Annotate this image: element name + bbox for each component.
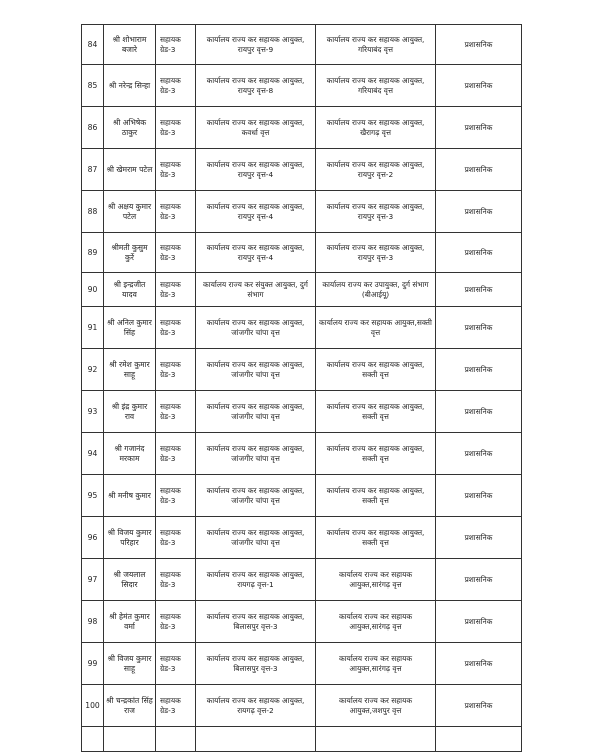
table-row bbox=[82, 65, 522, 107]
current-office-cell: कार्यालय राज्य कर सहायक आयुक्त, रायपुर वृत्त-8 bbox=[196, 65, 316, 107]
serial-number-cell: 99 bbox=[82, 643, 104, 685]
employee-name-cell: श्री नरेन्द्र सिन्हा bbox=[104, 65, 156, 107]
current-office-cell: कार्यालय राज्य कर सहायक आयुक्त, जांजगीर चांपा वृत्त bbox=[196, 307, 316, 349]
category-cell: प्रशासनिक bbox=[436, 273, 522, 307]
current-office-cell: कार्यालय राज्य कर संयुक्त आयुक्त, दुर्ग संभाग bbox=[196, 273, 316, 307]
transfer-office-cell: कार्यालय राज्य कर उपायुक्त, दुर्ग संभाग (बीआईयू) bbox=[316, 273, 436, 307]
transfer-office-cell: कार्यालय राज्य कर सहायक आयुक्त, सक्ती वृत्त bbox=[316, 475, 436, 517]
category-cell: प्रशासनिक bbox=[436, 643, 522, 685]
employee-name-cell: श्री चन्द्रकांत सिंह राज bbox=[104, 685, 156, 727]
transfer-office-cell: कार्यालय राज्य कर सहायक आयुक्त,जशपुर वृत्त bbox=[316, 685, 436, 727]
employee-name-cell: श्री खेमराम पटेल bbox=[104, 149, 156, 191]
current-office-cell: कार्यालय राज्य कर सहायक आयुक्त, जांजगीर चांपा वृत्त bbox=[196, 349, 316, 391]
category-cell: प्रशासनिक bbox=[436, 433, 522, 475]
category-cell: प्रशासनिक bbox=[436, 601, 522, 643]
serial-number-cell: 88 bbox=[82, 191, 104, 233]
serial-number-cell: 91 bbox=[82, 307, 104, 349]
transfer-office-cell: कार्यालय राज्य कर सहायक आयुक्त, सक्ती वृत्त bbox=[316, 517, 436, 559]
transfer-office-cell: कार्यालय राज्य कर सहायक आयुक्त, सक्ती वृत्त bbox=[316, 349, 436, 391]
serial-number-cell: 89 bbox=[82, 233, 104, 273]
current-office-cell: कार्यालय राज्य कर सहायक आयुक्त, जांजगीर चांपा वृत्त bbox=[196, 517, 316, 559]
category-cell: प्रशासनिक bbox=[436, 685, 522, 727]
table-row bbox=[82, 233, 522, 273]
transfer-office-cell: कार्यालय राज्य कर सहायक आयुक्त,सारंगढ़ वृत्त bbox=[316, 643, 436, 685]
category-cell: प्रशासनिक bbox=[436, 475, 522, 517]
current-office-cell: कार्यालय राज्य कर सहायक आयुक्त, रायपुर वृत्त-9 bbox=[196, 25, 316, 65]
current-office-cell: कार्यालय राज्य कर सहायक आयुक्त, रायगढ़ वृत्त-2 bbox=[196, 685, 316, 727]
table-row bbox=[82, 25, 522, 65]
designation-cell: सहायक ग्रेड-3 bbox=[156, 601, 196, 643]
transfer-office-cell: कार्यालय राज्य कर सहायक आयुक्त, रायपुर वृत्त-3 bbox=[316, 233, 436, 273]
employee-name-cell: श्री इंद्र कुमार राव bbox=[104, 391, 156, 433]
serial-number-cell: 95 bbox=[82, 475, 104, 517]
serial-number-cell: 87 bbox=[82, 149, 104, 191]
employee-name-cell: श्रीमती कुसुम कुर्रे bbox=[104, 233, 156, 273]
serial-number-cell: 93 bbox=[82, 391, 104, 433]
current-office-cell: कार्यालय राज्य कर सहायक आयुक्त, बिलासपुर वृत्त-3 bbox=[196, 601, 316, 643]
table-row bbox=[82, 191, 522, 233]
current-office-cell: कार्यालय राज्य कर सहायक आयुक्त, जांजगीर चांपा वृत्त bbox=[196, 475, 316, 517]
empty-cell bbox=[82, 727, 104, 752]
transfer-office-cell: कार्यालय राज्य कर सहायक आयुक्त,सक्ती वृत्त bbox=[316, 307, 436, 349]
designation-cell: सहायक ग्रेड-3 bbox=[156, 349, 196, 391]
table-row-continuation bbox=[82, 727, 522, 752]
empty-cell bbox=[316, 727, 436, 752]
table-row bbox=[82, 475, 522, 517]
category-cell: प्रशासनिक bbox=[436, 307, 522, 349]
transfer-office-cell: कार्यालय राज्य कर सहायक आयुक्त, सक्ती वृत्त bbox=[316, 433, 436, 475]
serial-number-cell: 86 bbox=[82, 107, 104, 149]
employee-name-cell: श्री विजय कुमार साहू bbox=[104, 643, 156, 685]
serial-number-cell: 96 bbox=[82, 517, 104, 559]
serial-number-cell: 100 bbox=[82, 685, 104, 727]
category-cell: प्रशासनिक bbox=[436, 559, 522, 601]
current-office-cell: कार्यालय राज्य कर सहायक आयुक्त, बिलासपुर वृत्त-3 bbox=[196, 643, 316, 685]
transfer-office-cell: कार्यालय राज्य कर सहायक आयुक्त,सारंगढ़ वृत्त bbox=[316, 559, 436, 601]
table-row bbox=[82, 433, 522, 475]
current-office-cell: कार्यालय राज्य कर सहायक आयुक्त, जांजगीर चांपा वृत्त bbox=[196, 433, 316, 475]
serial-number-cell: 84 bbox=[82, 25, 104, 65]
table-row bbox=[82, 307, 522, 349]
designation-cell: सहायक ग्रेड-3 bbox=[156, 517, 196, 559]
serial-number-cell: 85 bbox=[82, 65, 104, 107]
table-body bbox=[82, 25, 522, 727]
designation-cell: सहायक ग्रेड-3 bbox=[156, 107, 196, 149]
designation-cell: सहायक ग्रेड-3 bbox=[156, 307, 196, 349]
category-cell: प्रशासनिक bbox=[436, 233, 522, 273]
employee-name-cell: श्री अनिल कुमार सिंह bbox=[104, 307, 156, 349]
empty-cell bbox=[436, 727, 522, 752]
current-office-cell: कार्यालय राज्य कर सहायक आयुक्त, कवर्धा वृत्त bbox=[196, 107, 316, 149]
table-row bbox=[82, 391, 522, 433]
category-cell: प्रशासनिक bbox=[436, 65, 522, 107]
employee-name-cell: श्री अक्षय कुमार पटेल bbox=[104, 191, 156, 233]
designation-cell: सहायक ग्रेड-3 bbox=[156, 391, 196, 433]
employee-name-cell: श्री विजय कुमार परिहार bbox=[104, 517, 156, 559]
designation-cell: सहायक ग्रेड-3 bbox=[156, 191, 196, 233]
serial-number-cell: 94 bbox=[82, 433, 104, 475]
current-office-cell: कार्यालय राज्य कर सहायक आयुक्त, रायगढ़ वृत्त-1 bbox=[196, 559, 316, 601]
table-row bbox=[82, 517, 522, 559]
transfer-office-cell: कार्यालय राज्य कर सहायक आयुक्त, गरियाबंद वृत्त bbox=[316, 65, 436, 107]
designation-cell: सहायक ग्रेड-3 bbox=[156, 149, 196, 191]
employee-name-cell: श्री शोभाराम बजारे bbox=[104, 25, 156, 65]
serial-number-cell: 97 bbox=[82, 559, 104, 601]
transfer-office-cell: कार्यालय राज्य कर सहायक आयुक्त, रायपुर वृत्त-3 bbox=[316, 191, 436, 233]
transfer-office-cell: कार्यालय राज्य कर सहायक आयुक्त, खैरागढ़ वृत्त bbox=[316, 107, 436, 149]
current-office-cell: कार्यालय राज्य कर सहायक आयुक्त, जांजगीर चांपा वृत्त bbox=[196, 391, 316, 433]
category-cell: प्रशासनिक bbox=[436, 349, 522, 391]
serial-number-cell: 90 bbox=[82, 273, 104, 307]
category-cell: प्रशासनिक bbox=[436, 517, 522, 559]
table-row bbox=[82, 643, 522, 685]
designation-cell: सहायक ग्रेड-3 bbox=[156, 233, 196, 273]
transfer-list-table bbox=[81, 24, 522, 752]
category-cell: प्रशासनिक bbox=[436, 25, 522, 65]
employee-name-cell: श्री हेमंत कुमार वर्मा bbox=[104, 601, 156, 643]
table-row bbox=[82, 559, 522, 601]
table-row bbox=[82, 349, 522, 391]
transfer-office-cell: कार्यालय राज्य कर सहायक आयुक्त, गरियाबंद वृत्त bbox=[316, 25, 436, 65]
serial-number-cell: 98 bbox=[82, 601, 104, 643]
current-office-cell: कार्यालय राज्य कर सहायक आयुक्त, रायपुर वृत्त-4 bbox=[196, 191, 316, 233]
category-cell: प्रशासनिक bbox=[436, 149, 522, 191]
table-row bbox=[82, 685, 522, 727]
category-cell: प्रशासनिक bbox=[436, 191, 522, 233]
employee-name-cell: श्री अभिषेक ठाकुर bbox=[104, 107, 156, 149]
transfer-office-cell: कार्यालय राज्य कर सहायक आयुक्त, सक्ती वृत्त bbox=[316, 391, 436, 433]
table-row bbox=[82, 273, 522, 307]
empty-cell bbox=[196, 727, 316, 752]
table-row bbox=[82, 149, 522, 191]
employee-name-cell: श्री रमेश कुमार साहू bbox=[104, 349, 156, 391]
transfer-office-cell: कार्यालय राज्य कर सहायक आयुक्त, रायपुर वृत्त-2 bbox=[316, 149, 436, 191]
category-cell: प्रशासनिक bbox=[436, 391, 522, 433]
designation-cell: सहायक ग्रेड-3 bbox=[156, 433, 196, 475]
employee-name-cell: श्री मनीष कुमार bbox=[104, 475, 156, 517]
category-cell: प्रशासनिक bbox=[436, 107, 522, 149]
empty-cell bbox=[156, 727, 196, 752]
designation-cell: सहायक ग्रेड-3 bbox=[156, 65, 196, 107]
designation-cell: सहायक ग्रेड-3 bbox=[156, 559, 196, 601]
designation-cell: सहायक ग्रेड-3 bbox=[156, 685, 196, 727]
designation-cell: सहायक ग्रेड-3 bbox=[156, 475, 196, 517]
serial-number-cell: 92 bbox=[82, 349, 104, 391]
empty-cell bbox=[104, 727, 156, 752]
employee-name-cell: श्री इन्द्रजीत यादव bbox=[104, 273, 156, 307]
employee-name-cell: श्री जयलाल सिदार bbox=[104, 559, 156, 601]
designation-cell: सहायक ग्रेड-3 bbox=[156, 643, 196, 685]
table-row bbox=[82, 107, 522, 149]
designation-cell: सहायक ग्रेड-3 bbox=[156, 273, 196, 307]
current-office-cell: कार्यालय राज्य कर सहायक आयुक्त, रायपुर वृत्त-4 bbox=[196, 149, 316, 191]
transfer-office-cell: कार्यालय राज्य कर सहायक आयुक्त,सारंगढ़ वृत्त bbox=[316, 601, 436, 643]
designation-cell: सहायक ग्रेड-3 bbox=[156, 25, 196, 65]
current-office-cell: कार्यालय राज्य कर सहायक आयुक्त, रायपुर वृत्त-4 bbox=[196, 233, 316, 273]
employee-name-cell: श्री गजानंद मरकाम bbox=[104, 433, 156, 475]
table-row bbox=[82, 601, 522, 643]
